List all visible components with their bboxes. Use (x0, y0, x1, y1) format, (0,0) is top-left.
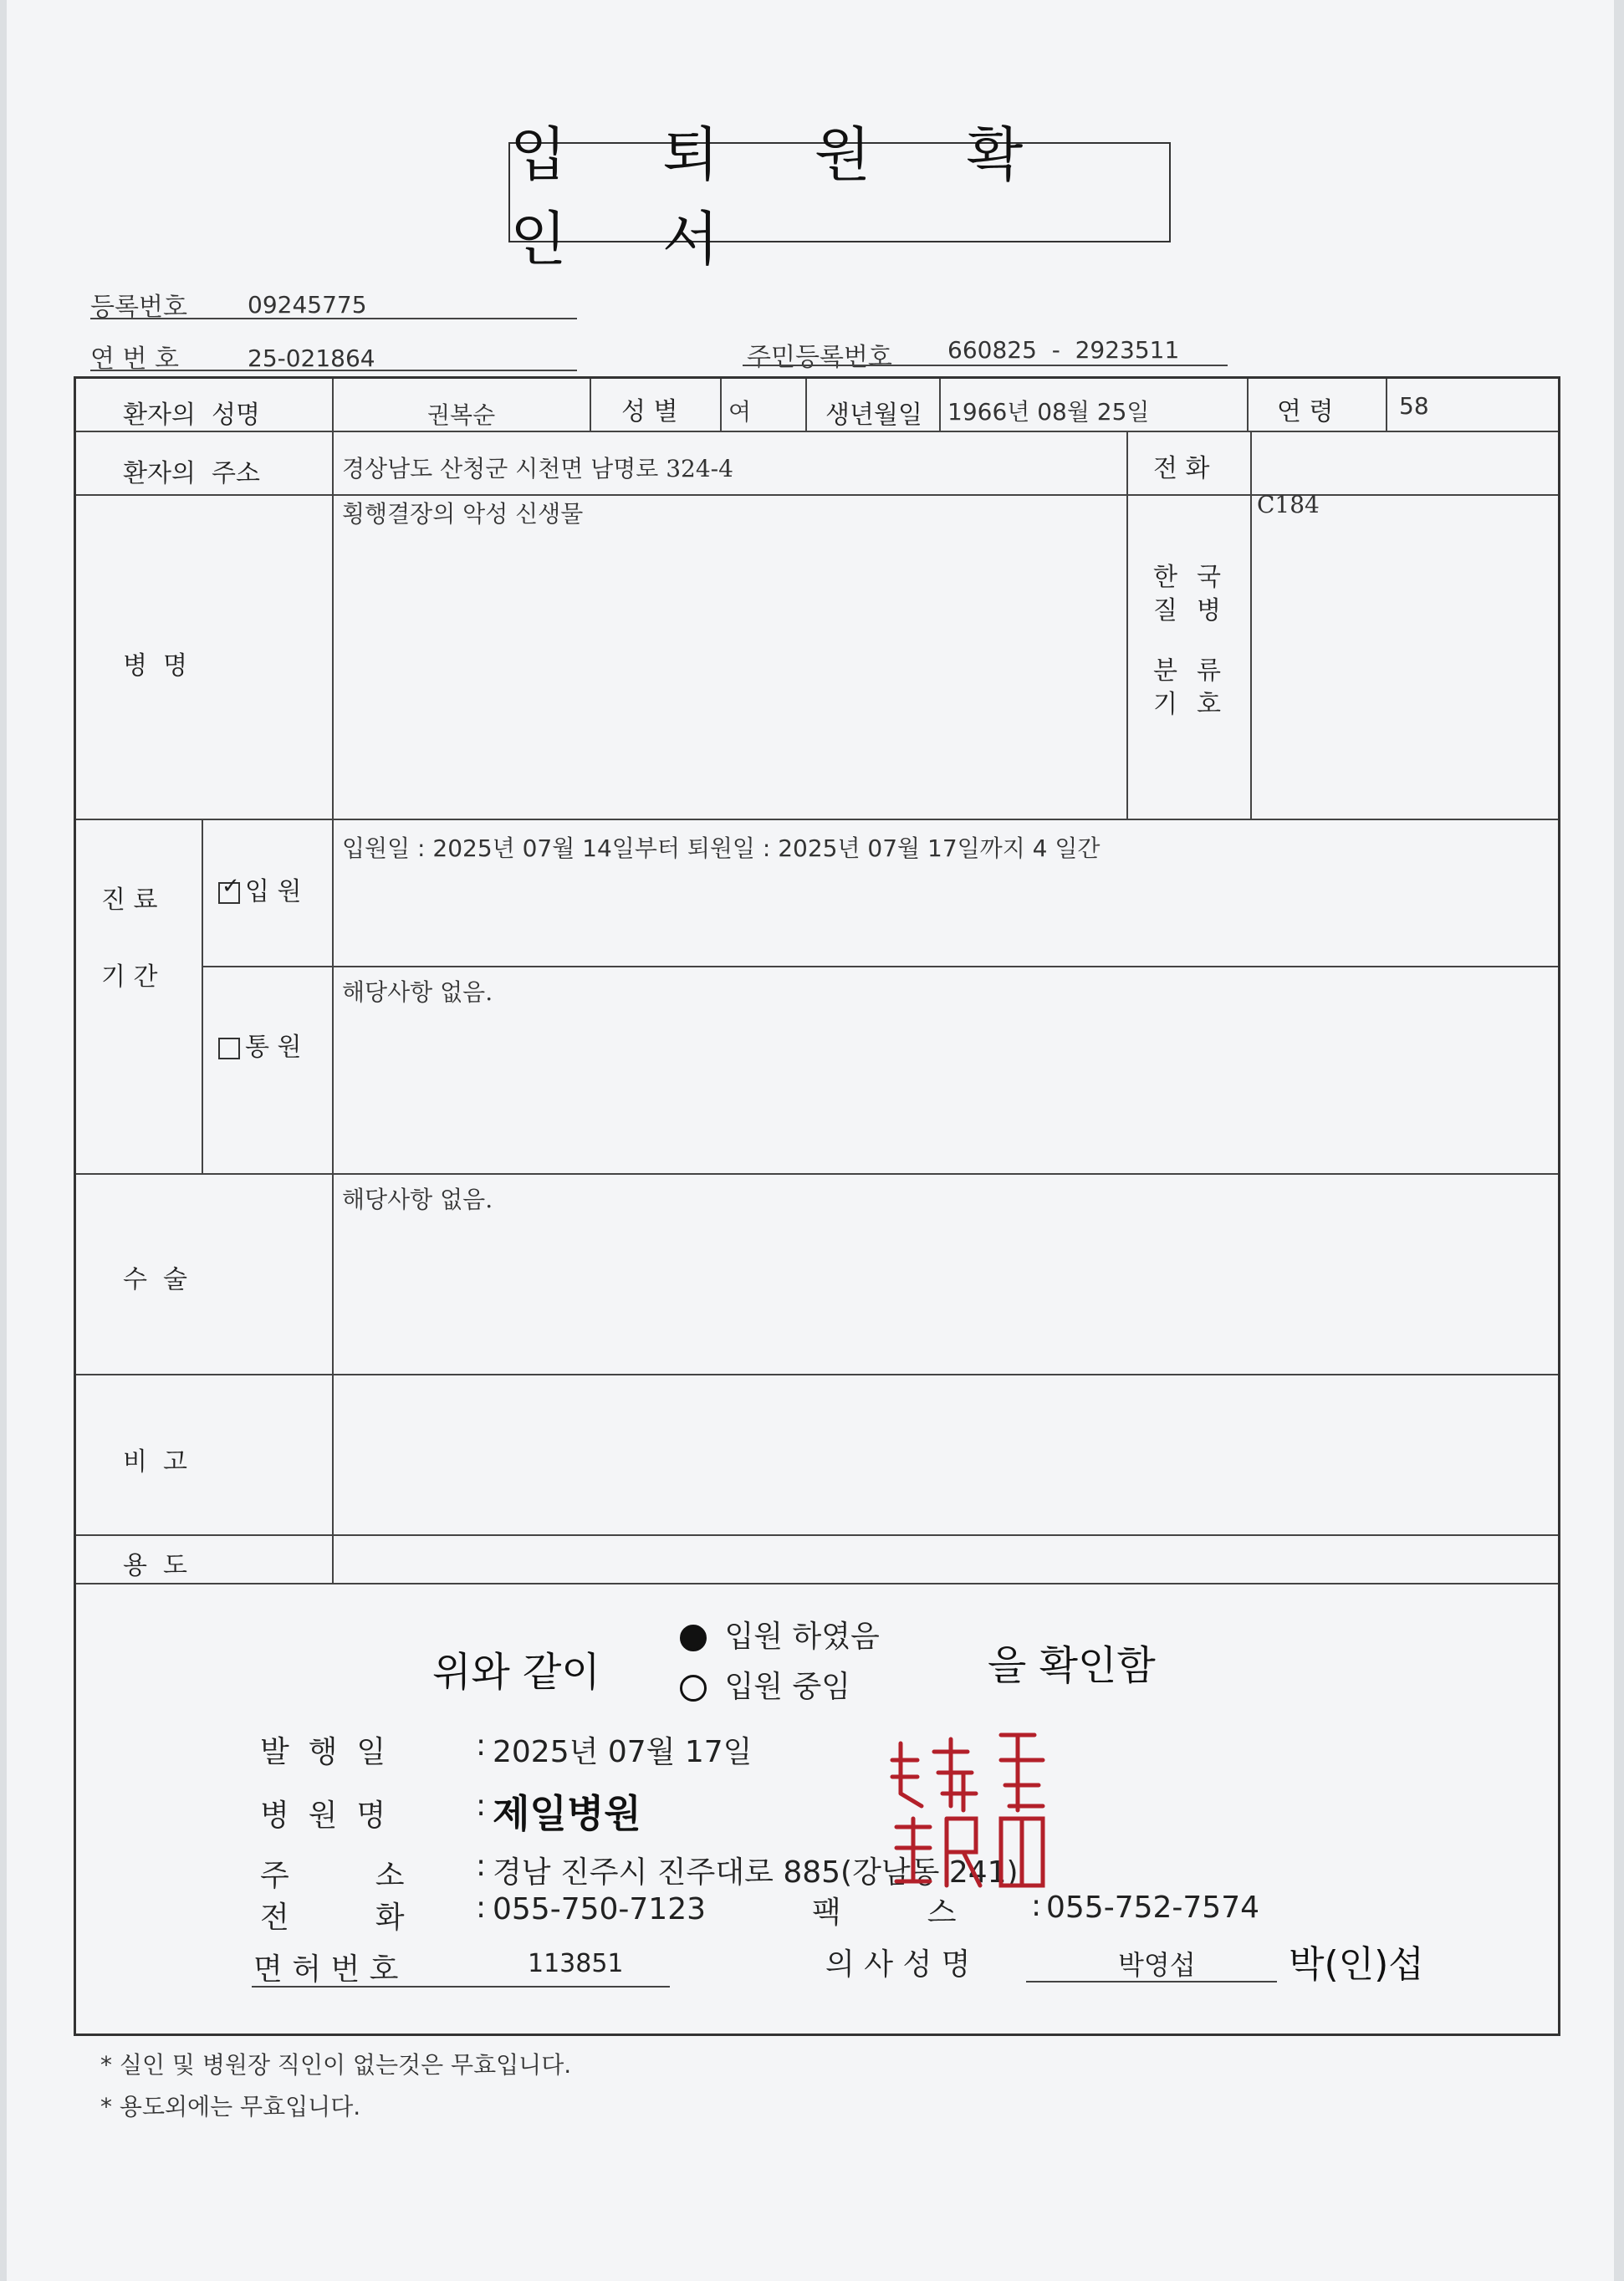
registration-number-label: 등록번호 (90, 293, 187, 322)
outpatient-text: 해당사항 없음. (342, 978, 493, 1006)
resident-number: 660825 - 2923511 (947, 336, 1180, 364)
hospital-address-label: 주 소 (260, 1859, 405, 1893)
license-number-label: 면 허 번 호 (253, 1952, 399, 1987)
hospitalized-radio[interactable] (680, 1675, 707, 1702)
form-table (74, 376, 1560, 2036)
issue-date-label: 발 행 일 (260, 1735, 386, 1769)
confirm-option-hospitalized: 입원 중임 (680, 1663, 850, 1706)
license-number: 113851 (528, 1949, 624, 1978)
remarks-label: 비 고 (123, 1447, 188, 1477)
surgery-text: 해당사항 없음. (342, 1186, 493, 1213)
doctor-underline (1026, 1981, 1277, 1982)
doctor-name-label: 의 사 성 명 (825, 1947, 971, 1982)
disease-code: C184 (1257, 491, 1320, 518)
note-2: * 용도외에는 무효입니다. (100, 2093, 361, 2120)
hospital-phone: 055-750-7123 (493, 1892, 707, 1926)
birth-date-label: 생년월일 (825, 401, 922, 430)
certificate-paper (7, 0, 1614, 2281)
registration-number: 09245775 (248, 291, 367, 319)
purpose-label: 용 도 (123, 1551, 188, 1580)
inpatient-checkbox[interactable] (218, 873, 240, 904)
issue-date: 2025년 07월 17일 (493, 1735, 753, 1769)
hospital-name-colon: : (476, 1789, 487, 1823)
confirm-option-admitted: 입원 하였음 (680, 1613, 880, 1656)
patient-name-label: 환자의 성명 (123, 401, 260, 430)
disease-code-label-left: 한 질 분 기 (1153, 563, 1177, 719)
hospital-phone-label: 전 화 (260, 1901, 405, 1935)
hospital-fax-label: 팩 스 (812, 1896, 957, 1930)
serial-number-label: 연 번 호 (90, 344, 180, 374)
document-title: 입 퇴 원 확 인 서 (508, 142, 1171, 242)
phone-label: 전 화 (1153, 454, 1210, 483)
period-label-2: 기 간 (101, 962, 158, 992)
period-label-1: 진 료 (101, 885, 158, 915)
hospital-address: 경남 진주시 진주대로 885(강남동 241) (493, 1855, 1019, 1890)
hospital-address-colon: : (476, 1849, 487, 1883)
note-1: * 실인 및 병원장 직인이 없는것은 무효입니다. (100, 2051, 572, 2079)
admitted-radio[interactable] (680, 1625, 707, 1651)
serial-number: 25-021864 (248, 344, 375, 372)
resident-underline (743, 365, 1228, 366)
disease-name: 횡행결장의 악성 신생물 (342, 500, 584, 528)
inpatient-option: ✓ 입 원 (218, 870, 302, 907)
patient-address: 경상남도 산청군 시천면 남명로 324-4 (342, 455, 733, 482)
license-underline (252, 1986, 670, 1988)
hospital-seal (884, 1727, 1060, 1894)
check-mark-icon: ✓ (222, 873, 240, 899)
hospital-name-label: 병 원 명 (260, 1799, 386, 1833)
doctor-name: 박영섭 (1118, 1949, 1196, 1981)
confirm-prefix: 위와 같이 (432, 1649, 600, 1696)
disease-code-label-right: 국 병 류 호 (1197, 563, 1221, 719)
inpatient-period: 입원일 : 2025년 07월 14일부터 퇴원일 : 2025년 07월 17일까지 4 일간 (342, 834, 1101, 862)
hospital-phone-colon: : (476, 1891, 487, 1925)
hospital-fax: 055-752-7574 (1046, 1891, 1260, 1925)
birth-date: 1966년 08월 25일 (947, 398, 1150, 426)
address-label: 환자의 주소 (123, 459, 260, 488)
outpatient-checkbox[interactable] (218, 1038, 240, 1059)
doctor-signature: 박(인)섭 (1289, 1943, 1424, 1986)
disease-label: 병 명 (123, 651, 188, 681)
issue-date-colon: : (476, 1728, 487, 1763)
confirm-suffix: 을 확인함 (988, 1642, 1156, 1689)
surgery-label: 수 술 (123, 1265, 188, 1294)
patient-age: 58 (1399, 392, 1429, 420)
age-label: 연 령 (1277, 397, 1334, 426)
resident-number-label: 주민등록번호 (747, 343, 892, 372)
hospital-name: 제일병원 (493, 1791, 641, 1836)
patient-sex: 여 (728, 398, 752, 426)
patient-name: 권복순 (427, 401, 496, 429)
sex-label: 성 별 (621, 397, 678, 426)
serial-underline (90, 370, 577, 371)
registration-underline (90, 318, 577, 319)
outpatient-option: 통 원 (218, 1026, 302, 1063)
hospital-fax-colon: : (1031, 1889, 1042, 1923)
